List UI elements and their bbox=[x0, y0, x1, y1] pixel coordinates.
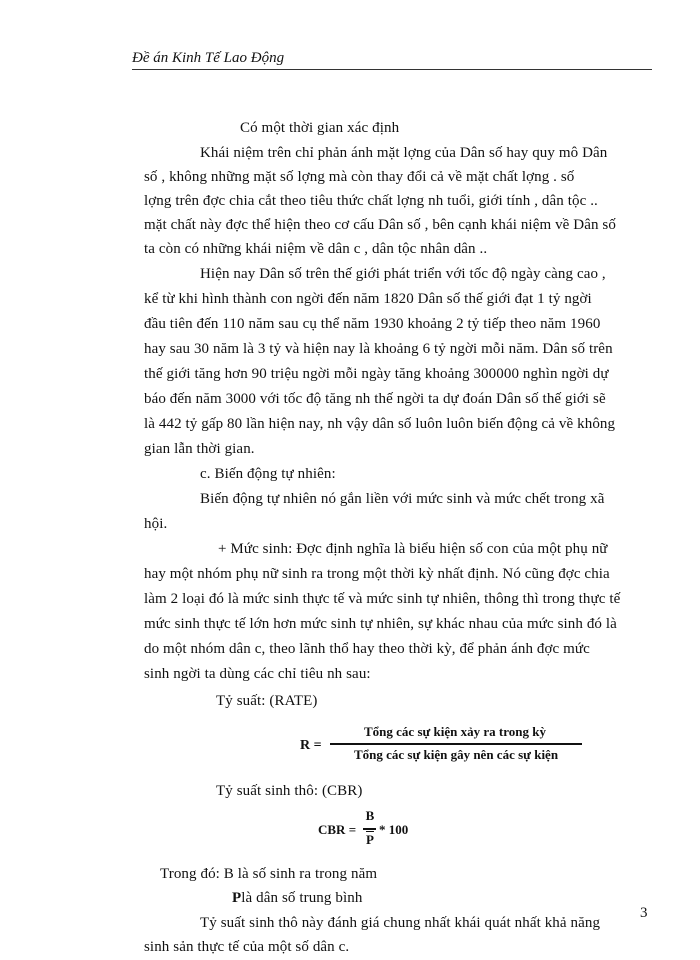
text-line: Hiện nay Dân số trên thế giới phát triển với tốc độ ngày càng cao , bbox=[200, 266, 606, 282]
formula-cbr-numerator: B bbox=[365, 808, 375, 823]
text-line: sinh ngời ta dùng các chỉ tiêu nh sau: bbox=[144, 666, 371, 682]
document-header: Đề án Kinh Tế Lao Động bbox=[132, 50, 652, 70]
text-line: mặt chất này đợc thể hiện theo cơ cấu Dân số , bên cạnh khái niệm về Dân số bbox=[144, 217, 616, 233]
formula-cbr-lhs: CBR = bbox=[318, 822, 357, 837]
text-line: Có một thời gian xác định bbox=[240, 120, 400, 136]
formula-r-denominator: Tổng các sự kiện gây nên các sự kiện bbox=[353, 747, 559, 762]
text-line: là 442 tỷ gấp 80 lần hiện nay, nh vậy dân số luôn luôn biến động cả về không bbox=[144, 416, 616, 432]
text-line: kể từ khi hình thành con ngời đến năm 1820 Dân số thế giới đạt 1 tỷ ngời bbox=[144, 291, 592, 307]
formula-r-numerator: Tổng các sự kiện xảy ra trong kỳ bbox=[364, 724, 546, 739]
text-line: Biến động tự nhiên nó gắn liền với mức sinh và mức chết trong xã bbox=[200, 491, 605, 507]
text-line: hay một nhóm phụ nữ sinh ra trong một thời kỳ nhất định. Nó cũng đợc chia bbox=[144, 566, 610, 582]
page-number: 3 bbox=[640, 905, 648, 921]
text-line: đầu tiên đến 110 năm sau cụ thể năm 1930 khoảng 2 tỷ tiếp theo năm 1960 bbox=[144, 316, 601, 332]
formula-r-lhs: R = bbox=[300, 738, 322, 753]
text-line: mức sinh thực tế lớn hơn mức sinh tự nhiên, sự khác nhau của mức sinh đó là bbox=[144, 616, 617, 632]
text-line: sinh sản thực tế của một số dân c. bbox=[144, 939, 350, 955]
text-line: thế giới tăng hơn 90 triệu ngời mỗi ngày tăng khoảng 300000 nghìn ngời dự bbox=[144, 366, 609, 382]
section-heading: c. Biến động tự nhiên: bbox=[200, 466, 336, 482]
formula-cbr-denominator: $\overline{P}$ bbox=[366, 832, 374, 847]
text-line: làm 2 loại đó là mức sinh thực tế và mức sinh tự nhiên, thông thì trong thực tế bbox=[144, 591, 621, 607]
text-line: ta còn có những khái niệm về dân c , dân tộc nhân dân .. bbox=[144, 241, 488, 257]
text-line: Tỷ suất sinh thô này đánh giá chung nhất khái quát nhất khả năng bbox=[200, 915, 601, 931]
text-line: hay sau 30 năm là 3 tỷ và hiện nay là khoảng 6 tỷ ngời mỗi năm. Dân số trên bbox=[144, 341, 613, 357]
where-line: Plà dân số trung bình bbox=[232, 890, 363, 906]
text-line: do một nhóm dân c, theo lãnh thổ hay theo thời kỳ, để phản ánh đợc mức bbox=[144, 641, 590, 657]
cbr-label: Tỷ suất sinh thô: (CBR) bbox=[216, 783, 363, 799]
text-line: lợng trên đợc chia cắt theo tiêu thức chất lợng nh tuổi, giới tính , dân tộc .. bbox=[144, 193, 598, 209]
text-line: gian lẫn thời gian. bbox=[144, 441, 255, 457]
formula-cbr-multiplier: * 100 bbox=[379, 822, 409, 837]
text-line: báo đến năm 3000 với tốc độ tăng nh thế ngời ta dự đoán Dân số thế giới sẽ bbox=[144, 391, 606, 407]
text-line: Khái niệm trên chỉ phản ánh mặt lợng của Dân số hay quy mô Dân bbox=[200, 145, 608, 161]
rate-label: Tỷ suất: (RATE) bbox=[216, 693, 318, 709]
text-line: số , không những mặt số lợng mà còn thay đổi cả về mặt chất lợng . số bbox=[144, 169, 575, 185]
fraction-bar bbox=[363, 828, 376, 830]
text-line: + Mức sinh: Đợc định nghĩa là biểu hiện số con của một phụ nữ bbox=[218, 541, 608, 557]
where-line: Trong đó: B là số sinh ra trong năm bbox=[160, 866, 378, 882]
text-line: hội. bbox=[144, 516, 168, 532]
fraction-bar bbox=[330, 743, 582, 745]
p-symbol: P bbox=[232, 890, 242, 906]
